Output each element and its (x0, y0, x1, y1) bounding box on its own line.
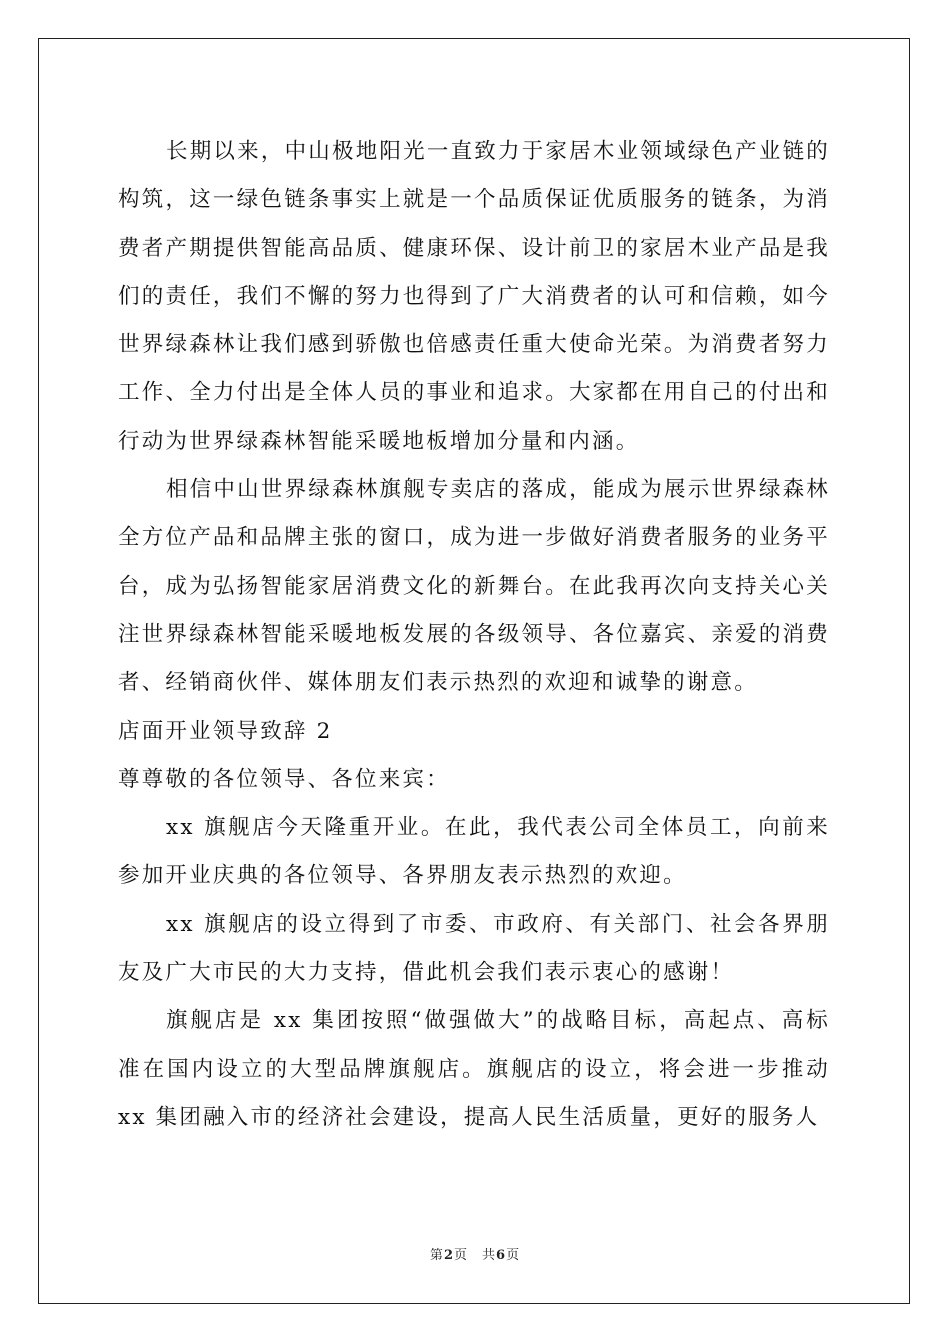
page-footer (0, 1244, 950, 1263)
document-body (118, 128, 830, 1142)
paragraph-5: 旗舰店是 xx 集团按照“做强做大”的战略目标，高起点、高标准在国内设立的大型品牌旗舰店。旗舰店的设立，将会进一步推动 xx 集团融入市的经济社会建设，提高人民生活质量，更好的服务人 (118, 1008, 830, 1130)
paragraph-1: 长期以来，中山极地阳光一直致力于家居木业领域绿色产业链的构筑，这一绿色链条事实上就是一个品质保证优质服务的链条，为消费者产期提供智能高品质、健康环保、设计前卫的家居木业产品是我们的责任，我们不懈的努力也得到了广大消费者的认可和信赖，如今世界绿森林让我们感到骄傲也倍感责任重大使命光荣。为消费者努力工作、全力付出是全体人员的事业和追求。大家都在用自己的付出和行动为世界绿森林智能采暖地板增加分量和内涵。 (118, 139, 830, 454)
paragraph-3: xx 旗舰店今天隆重开业。在此，我代表公司全体员工，向前来参加开业庆典的各位领导、各界朋友表示热烈的欢迎。 (118, 815, 830, 889)
page-unit: 页 (453, 1248, 468, 1263)
page-prefix: 第 (429, 1248, 444, 1263)
salutation: 尊尊敬的各位领导、各位来宾： (118, 766, 450, 792)
total-unit: 页 (506, 1248, 521, 1263)
page-current: 2 (443, 1248, 454, 1263)
paragraph-2: 相信中山世界绿森林旗舰专卖店的落成，能成为展示世界绿森林全方位产品和品牌主张的窗口，成为进一步做好消费者服务的业务平台，成为弘扬智能家居消费文化的新舞台。在此我再次向支持关心关注世界绿森林智能采暖地板发展的各级领导、各位嘉宾、亲爱的消费者、经销商伙伴、媒体朋友们表示热烈的欢迎和诚挚的谢意。 (118, 477, 830, 696)
paragraph-4: xx 旗舰店的设立得到了市委、市政府、有关部门、社会各界朋友及广大市民的大力支持，借此机会我们表示衷心的感谢！ (118, 911, 830, 986)
total-prefix: 共 (482, 1248, 497, 1263)
page-total: 6 (496, 1248, 507, 1263)
section-title: 店面开业领导致辞 2 (118, 718, 333, 744)
